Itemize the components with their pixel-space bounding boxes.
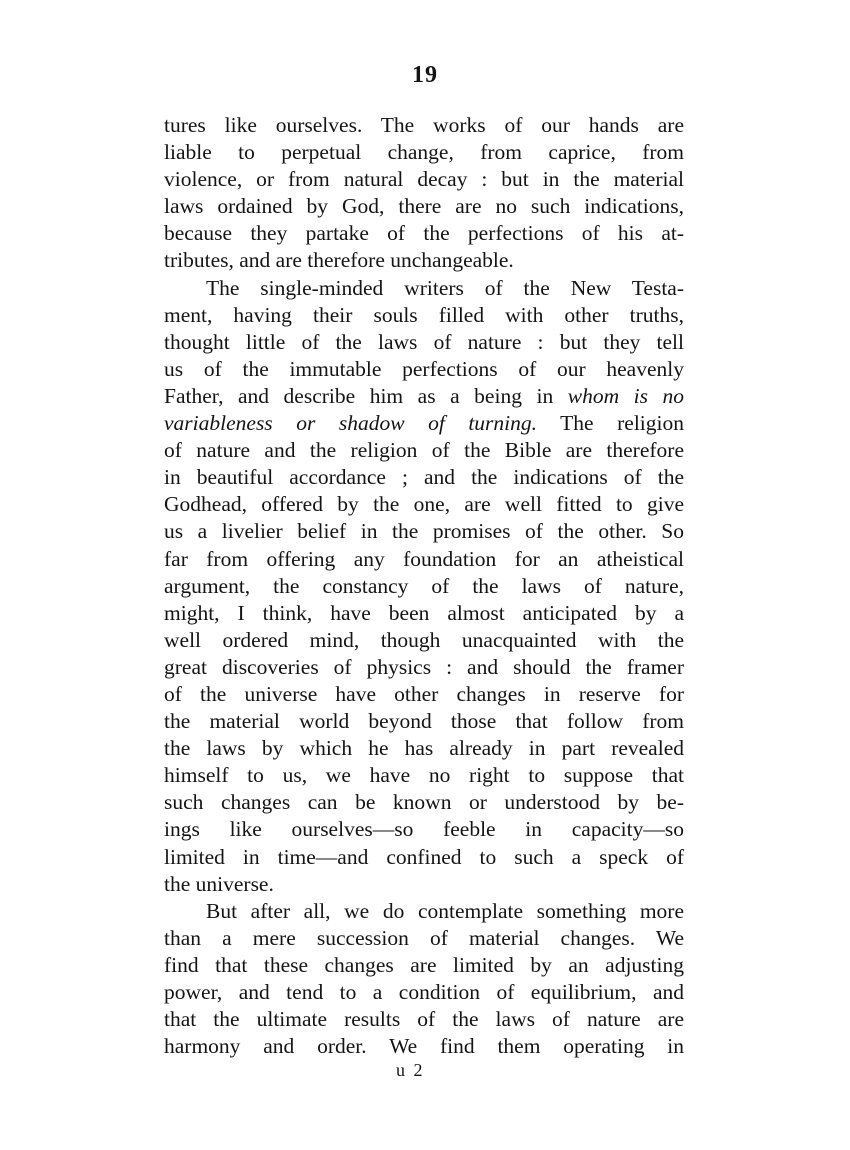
text-span: The single-minded writers of the New Testa- (206, 275, 684, 300)
text-line (164, 708, 684, 735)
text-line (164, 1033, 684, 1060)
text-line (164, 1006, 684, 1033)
text-line (164, 573, 684, 600)
text-line (164, 898, 684, 925)
text-span: But after all, we do contemplate something more (206, 898, 684, 923)
text-line (164, 600, 684, 627)
text-line (164, 871, 684, 898)
text-span: us of the immutable perfections of our heavenly (164, 356, 684, 381)
text-line (164, 329, 684, 356)
text-span: tributes, and are therefore unchangeable. (164, 248, 514, 273)
text-span: power, and tend to a condition of equilibrium, and (164, 980, 684, 1004)
text-span: argument, the constancy of the laws of nature, (164, 573, 684, 598)
text-span: far from offering any foundation for an atheistical (164, 546, 684, 571)
text-line (164, 762, 684, 789)
text-span: the laws by which he has already in part revealed (164, 736, 684, 761)
text-span: than a mere succession of material changes. We (164, 925, 684, 950)
text-span: that the ultimate results of the laws of nature are (164, 1007, 684, 1032)
signature-mark: u 2 (396, 1060, 425, 1080)
text-line (164, 464, 684, 491)
text-span: limited in time—and confined to such a speck of (164, 844, 684, 869)
text-line (164, 816, 684, 843)
text-line (164, 356, 684, 383)
italic-text: variableness or shadow of turning. (164, 411, 538, 436)
text-line (164, 491, 684, 518)
text-line (164, 220, 684, 247)
text-line (164, 275, 684, 302)
text-span: The religion (537, 411, 684, 436)
text-span: of nature and the religion of the Bible are therefore (164, 438, 684, 463)
text-line (164, 979, 684, 1006)
text-line (164, 518, 684, 545)
italic-text: whom is no (567, 383, 684, 408)
text-line (164, 546, 684, 573)
text-span: thought little of the laws of nature : but they tell (164, 329, 684, 354)
body-text (164, 112, 684, 1060)
text-span: harmony and order. We find them operating in (164, 1034, 684, 1059)
text-line (164, 437, 684, 464)
text-span: liable to perpetual change, from caprice, from (164, 140, 684, 165)
text-span: the material world beyond those that follow from (164, 709, 684, 734)
text-line (164, 193, 684, 220)
text-line (164, 627, 684, 654)
text-line (164, 789, 684, 816)
text-span: the universe. (164, 871, 274, 896)
text-line (164, 410, 684, 437)
text-span: laws ordained by God, there are no such indications, (164, 194, 684, 219)
text-line (164, 952, 684, 979)
text-line (164, 654, 684, 681)
text-span: us a livelier belief in the promises of the other. So (164, 519, 684, 544)
text-line (164, 302, 684, 329)
text-span: such changes can be known or understood by be- (164, 790, 684, 815)
text-span: violence, or from natural decay : but in the material (164, 167, 684, 192)
text-line (164, 681, 684, 708)
page-number: 19 (412, 62, 438, 88)
text-line (164, 925, 684, 952)
text-line (164, 383, 684, 410)
text-line (164, 166, 684, 193)
text-span: great discoveries of physics : and should the framer (164, 654, 684, 679)
text-span: of the universe have other changes in reserve for (164, 681, 684, 706)
text-line (164, 844, 684, 871)
text-span: might, I think, have been almost anticipated by a (164, 600, 684, 625)
text-span: himself to us, we have no right to suppose that (164, 763, 684, 788)
text-span: Godhead, offered by the one, are well fitted to give (164, 492, 684, 517)
text-span: because they partake of the perfections of his at- (164, 221, 684, 246)
text-span: well ordered mind, though unacquainted with the (164, 627, 684, 652)
text-line (164, 247, 684, 274)
text-line (164, 735, 684, 762)
text-span: ings like ourselves—so feeble in capacity—so (164, 817, 684, 842)
text-span: tures like ourselves. The works of our hands are (164, 113, 684, 137)
text-span: Father, and describe him as a being in (164, 383, 568, 408)
text-line (164, 139, 684, 166)
text-span: find that these changes are limited by an adjusting (164, 952, 684, 977)
text-span: in beautiful accordance ; and the indications of the (164, 465, 684, 490)
text-line (164, 112, 684, 139)
text-span: ment, having their souls filled with other truths, (164, 302, 684, 327)
